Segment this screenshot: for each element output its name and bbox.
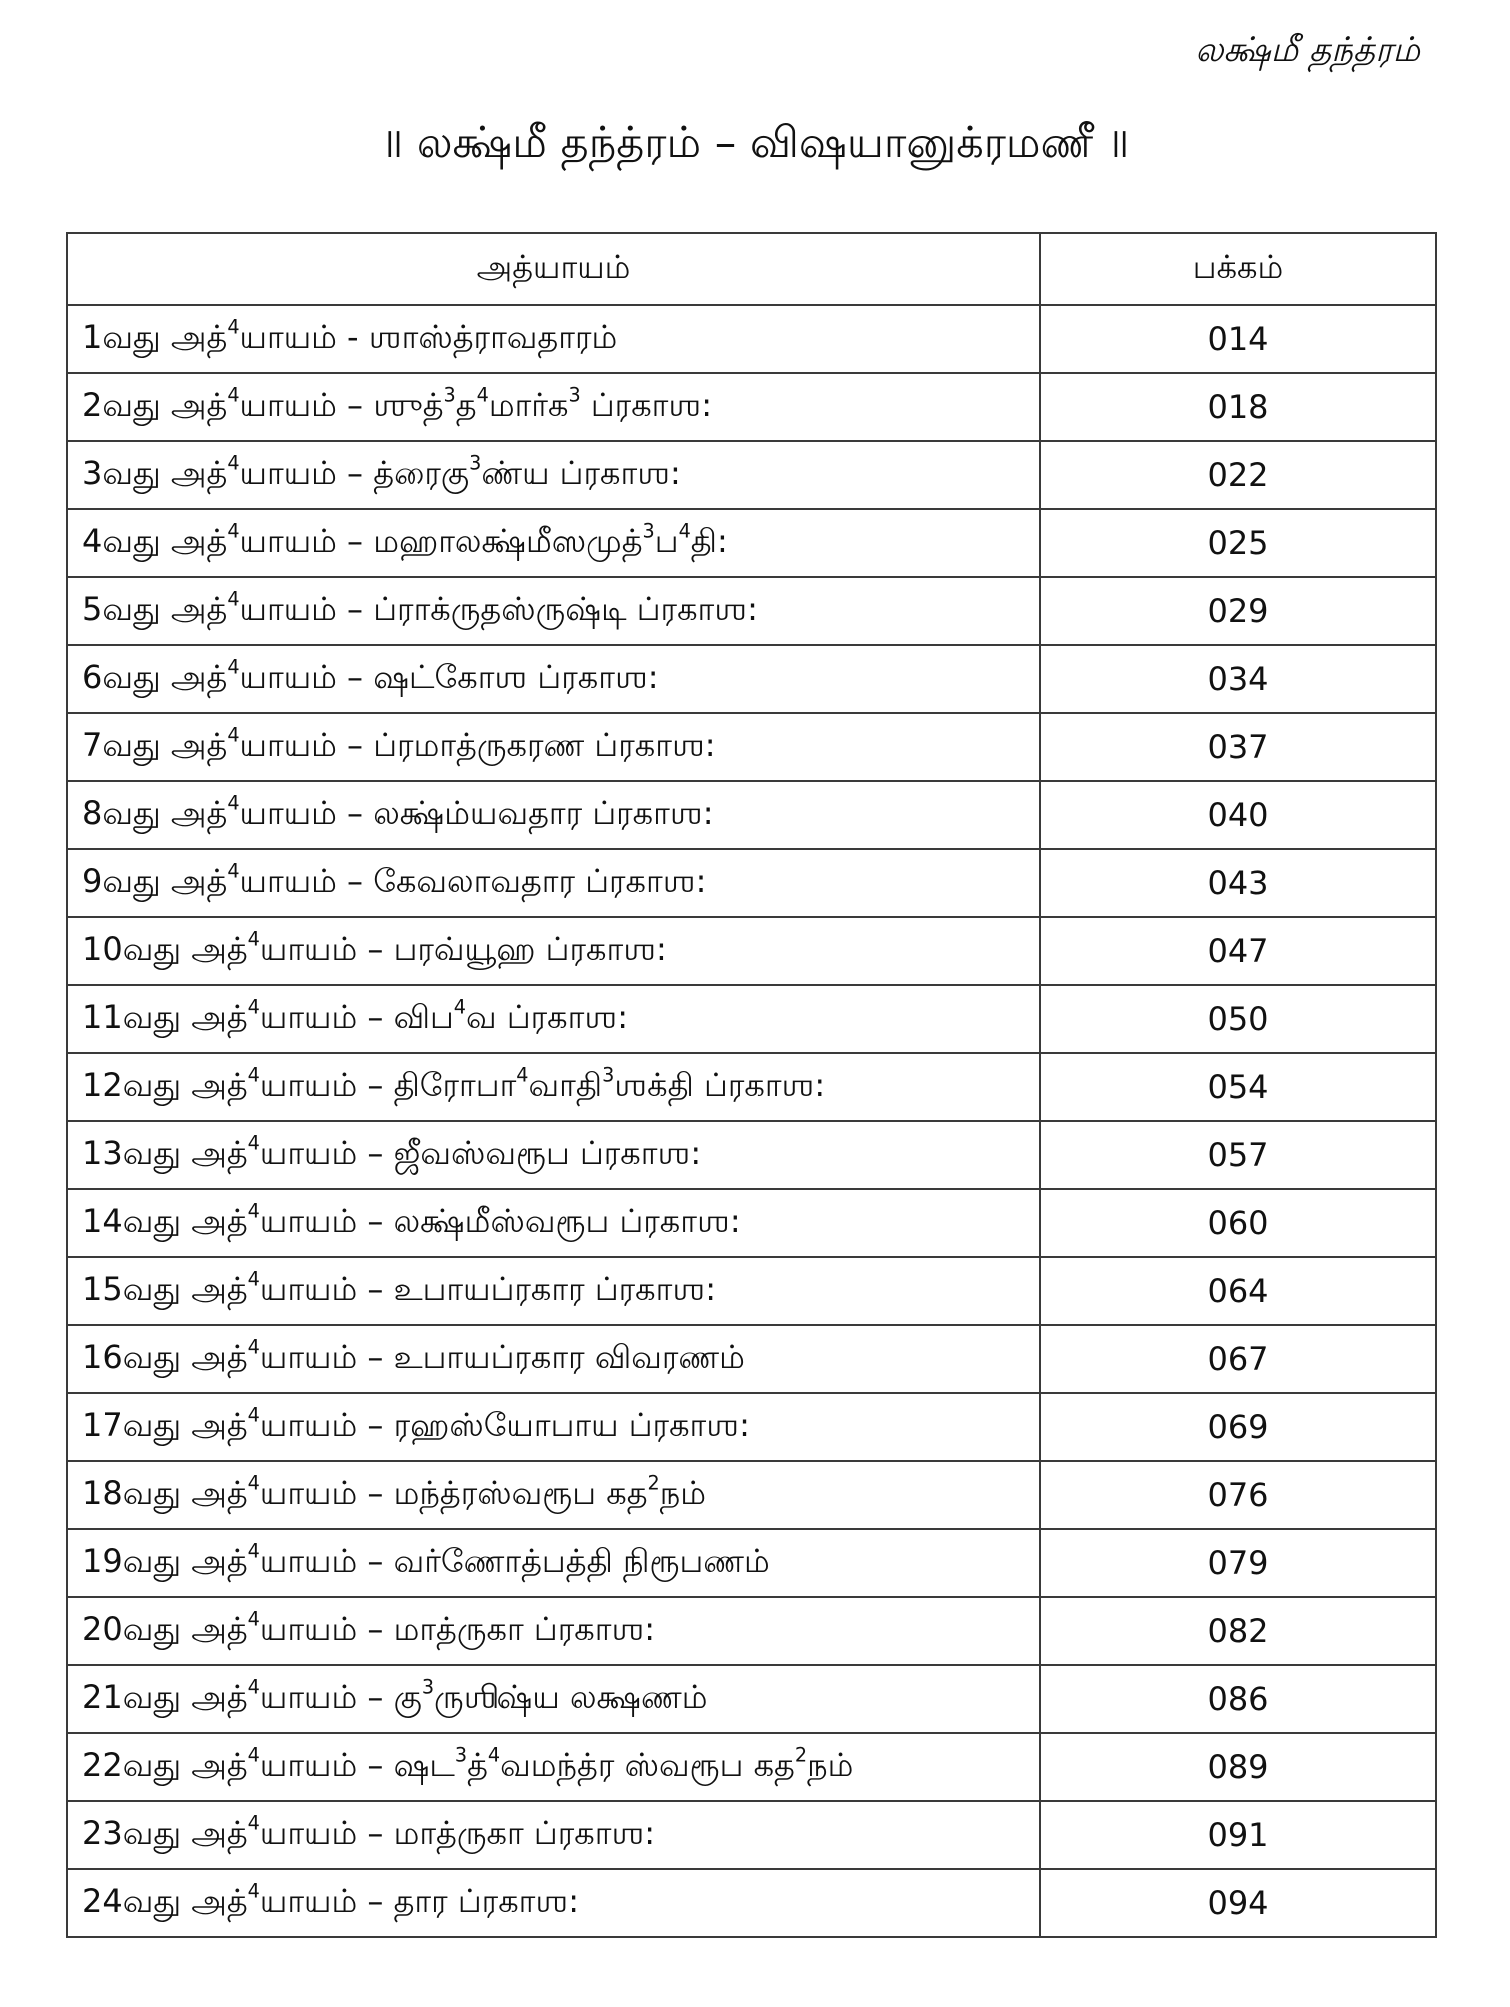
page-number: 018 [1040,373,1436,441]
column-header-chapter: அத்யாயம் [67,233,1040,305]
chapter-title: 16வது அத்$^4$யாயம் – உபாயப்ரகார விவரணம் [67,1325,1040,1393]
page-number: 054 [1040,1053,1436,1121]
table-row [67,1461,1436,1529]
table-row [67,1189,1436,1257]
table-row [67,1257,1436,1325]
page-number: 076 [1040,1461,1436,1529]
table-row [67,849,1436,917]
table-row [67,1869,1436,1937]
page-number: 057 [1040,1121,1436,1189]
table-row [67,1801,1436,1869]
page-title: ॥ லக்ஷ்மீ தந்த்ரம் – விஷயானுக்ரமணீ ॥ [380,118,1130,168]
chapter-title: 17வது அத்$^4$யாயம் – ரஹஸ்யோபாய ப்ரகாஶ: [67,1393,1040,1461]
page-number: 043 [1040,849,1436,917]
page-number: 079 [1040,1529,1436,1597]
chapter-title: 19வது அத்$^4$யாயம் – வர்ணோத்பத்தி நிரூபணம் [67,1529,1040,1597]
table-header-row [67,233,1436,305]
chapter-title: 2வது அத்$^4$யாயம் – ஶுத்$^3$த$^4$மார்க$^3$ ப்ரகாஶ: [67,373,1040,441]
page-number: 037 [1040,713,1436,781]
page-number: 089 [1040,1733,1436,1801]
table-row [67,509,1436,577]
page-number: 034 [1040,645,1436,713]
table-row [67,1393,1436,1461]
page-number: 091 [1040,1801,1436,1869]
table-row [67,1665,1436,1733]
chapter-title: 14வது அத்$^4$யாயம் – லக்ஷ்மீஸ்வரூப ப்ரகாஶ: [67,1189,1040,1257]
page-number: 040 [1040,781,1436,849]
page-number: 069 [1040,1393,1436,1461]
chapter-title: 21வது அத்$^4$யாயம் – கு$^3$ருஶிஷ்ய லக்ஷணம் [67,1665,1040,1733]
page-number: 022 [1040,441,1436,509]
chapter-title: 8வது அத்$^4$யாயம் – லக்ஷ்ம்யவதார ப்ரகாஶ: [67,781,1040,849]
page-number: 064 [1040,1257,1436,1325]
table-row [67,1325,1436,1393]
chapter-title: 6வது அத்$^4$யாயம் – ஷட்கோஶ ப்ரகாஶ: [67,645,1040,713]
contents-table-body [67,305,1436,1937]
chapter-title: 11வது அத்$^4$யாயம் – விப$^4$வ ப்ரகாஶ: [67,985,1040,1053]
page-number: 047 [1040,917,1436,985]
page-number: 060 [1040,1189,1436,1257]
table-row [67,1733,1436,1801]
table-row [67,713,1436,781]
chapter-title: 15வது அத்$^4$யாயம் – உபாயப்ரகார ப்ரகாஶ: [67,1257,1040,1325]
table-row [67,1053,1436,1121]
chapter-title: 12வது அத்$^4$யாயம் – திரோபா$^4$வாதி$^3$ஶக்தி ப்ரகாஶ: [67,1053,1040,1121]
chapter-title: 13வது அத்$^4$யாயம் – ஜீவஸ்வரூப ப்ரகாஶ: [67,1121,1040,1189]
table-row [67,373,1436,441]
table-row [67,1529,1436,1597]
chapter-title: 24வது அத்$^4$யாயம் – தார ப்ரகாஶ: [67,1869,1040,1937]
running-head: லக்ஷ்மீ தந்த்ரம் [1195,30,1420,70]
table-row [67,1597,1436,1665]
column-header-page: பக்கம் [1040,233,1436,305]
chapter-title: 9வது அத்$^4$யாயம் – கேவலாவதார ப்ரகாஶ: [67,849,1040,917]
page-number: 014 [1040,305,1436,373]
page-number: 082 [1040,1597,1436,1665]
page-number: 029 [1040,577,1436,645]
table-row [67,985,1436,1053]
chapter-title: 22வது அத்$^4$யாயம் – ஷட$^3$த்$^4$வமந்த்ர ஸ்வரூப கத$^2$நம் [67,1733,1040,1801]
table-row [67,1121,1436,1189]
page-number: 025 [1040,509,1436,577]
table-row [67,917,1436,985]
page-number: 050 [1040,985,1436,1053]
chapter-title: 10வது அத்$^4$யாயம் – பரவ்யூஹ ப்ரகாஶ: [67,917,1040,985]
chapter-title: 5வது அத்$^4$யாயம் – ப்ராக்ருதஸ்ருஷ்டி ப்ரகாஶ: [67,577,1040,645]
page-number: 094 [1040,1869,1436,1937]
table-row [67,781,1436,849]
page-number: 086 [1040,1665,1436,1733]
chapter-title: 7வது அத்$^4$யாயம் – ப்ரமாத்ருகரண ப்ரகாஶ: [67,713,1040,781]
table-row [67,577,1436,645]
page-number: 067 [1040,1325,1436,1393]
table-row [67,645,1436,713]
chapter-title: 3வது அத்$^4$யாயம் – த்ரைகு$^3$ண்ய ப்ரகாஶ: [67,441,1040,509]
chapter-title: 18வது அத்$^4$யாயம் – மந்த்ரஸ்வரூப கத$^2$நம் [67,1461,1040,1529]
chapter-title: 4வது அத்$^4$யாயம் – மஹாலக்ஷ்மீஸமுத்$^3$ப$^4$தி: [67,509,1040,577]
table-row [67,441,1436,509]
chapter-title: 20வது அத்$^4$யாயம் – மாத்ருகா ப்ரகாஶ: [67,1597,1040,1665]
chapter-title: 1வது அத்$^4$யாயம் - ஶாஸ்த்ராவதாரம் [67,305,1040,373]
contents-table [66,232,1437,1938]
chapter-title: 23வது அத்$^4$யாயம் – மாத்ருகா ப்ரகாஶ: [67,1801,1040,1869]
table-row [67,305,1436,373]
